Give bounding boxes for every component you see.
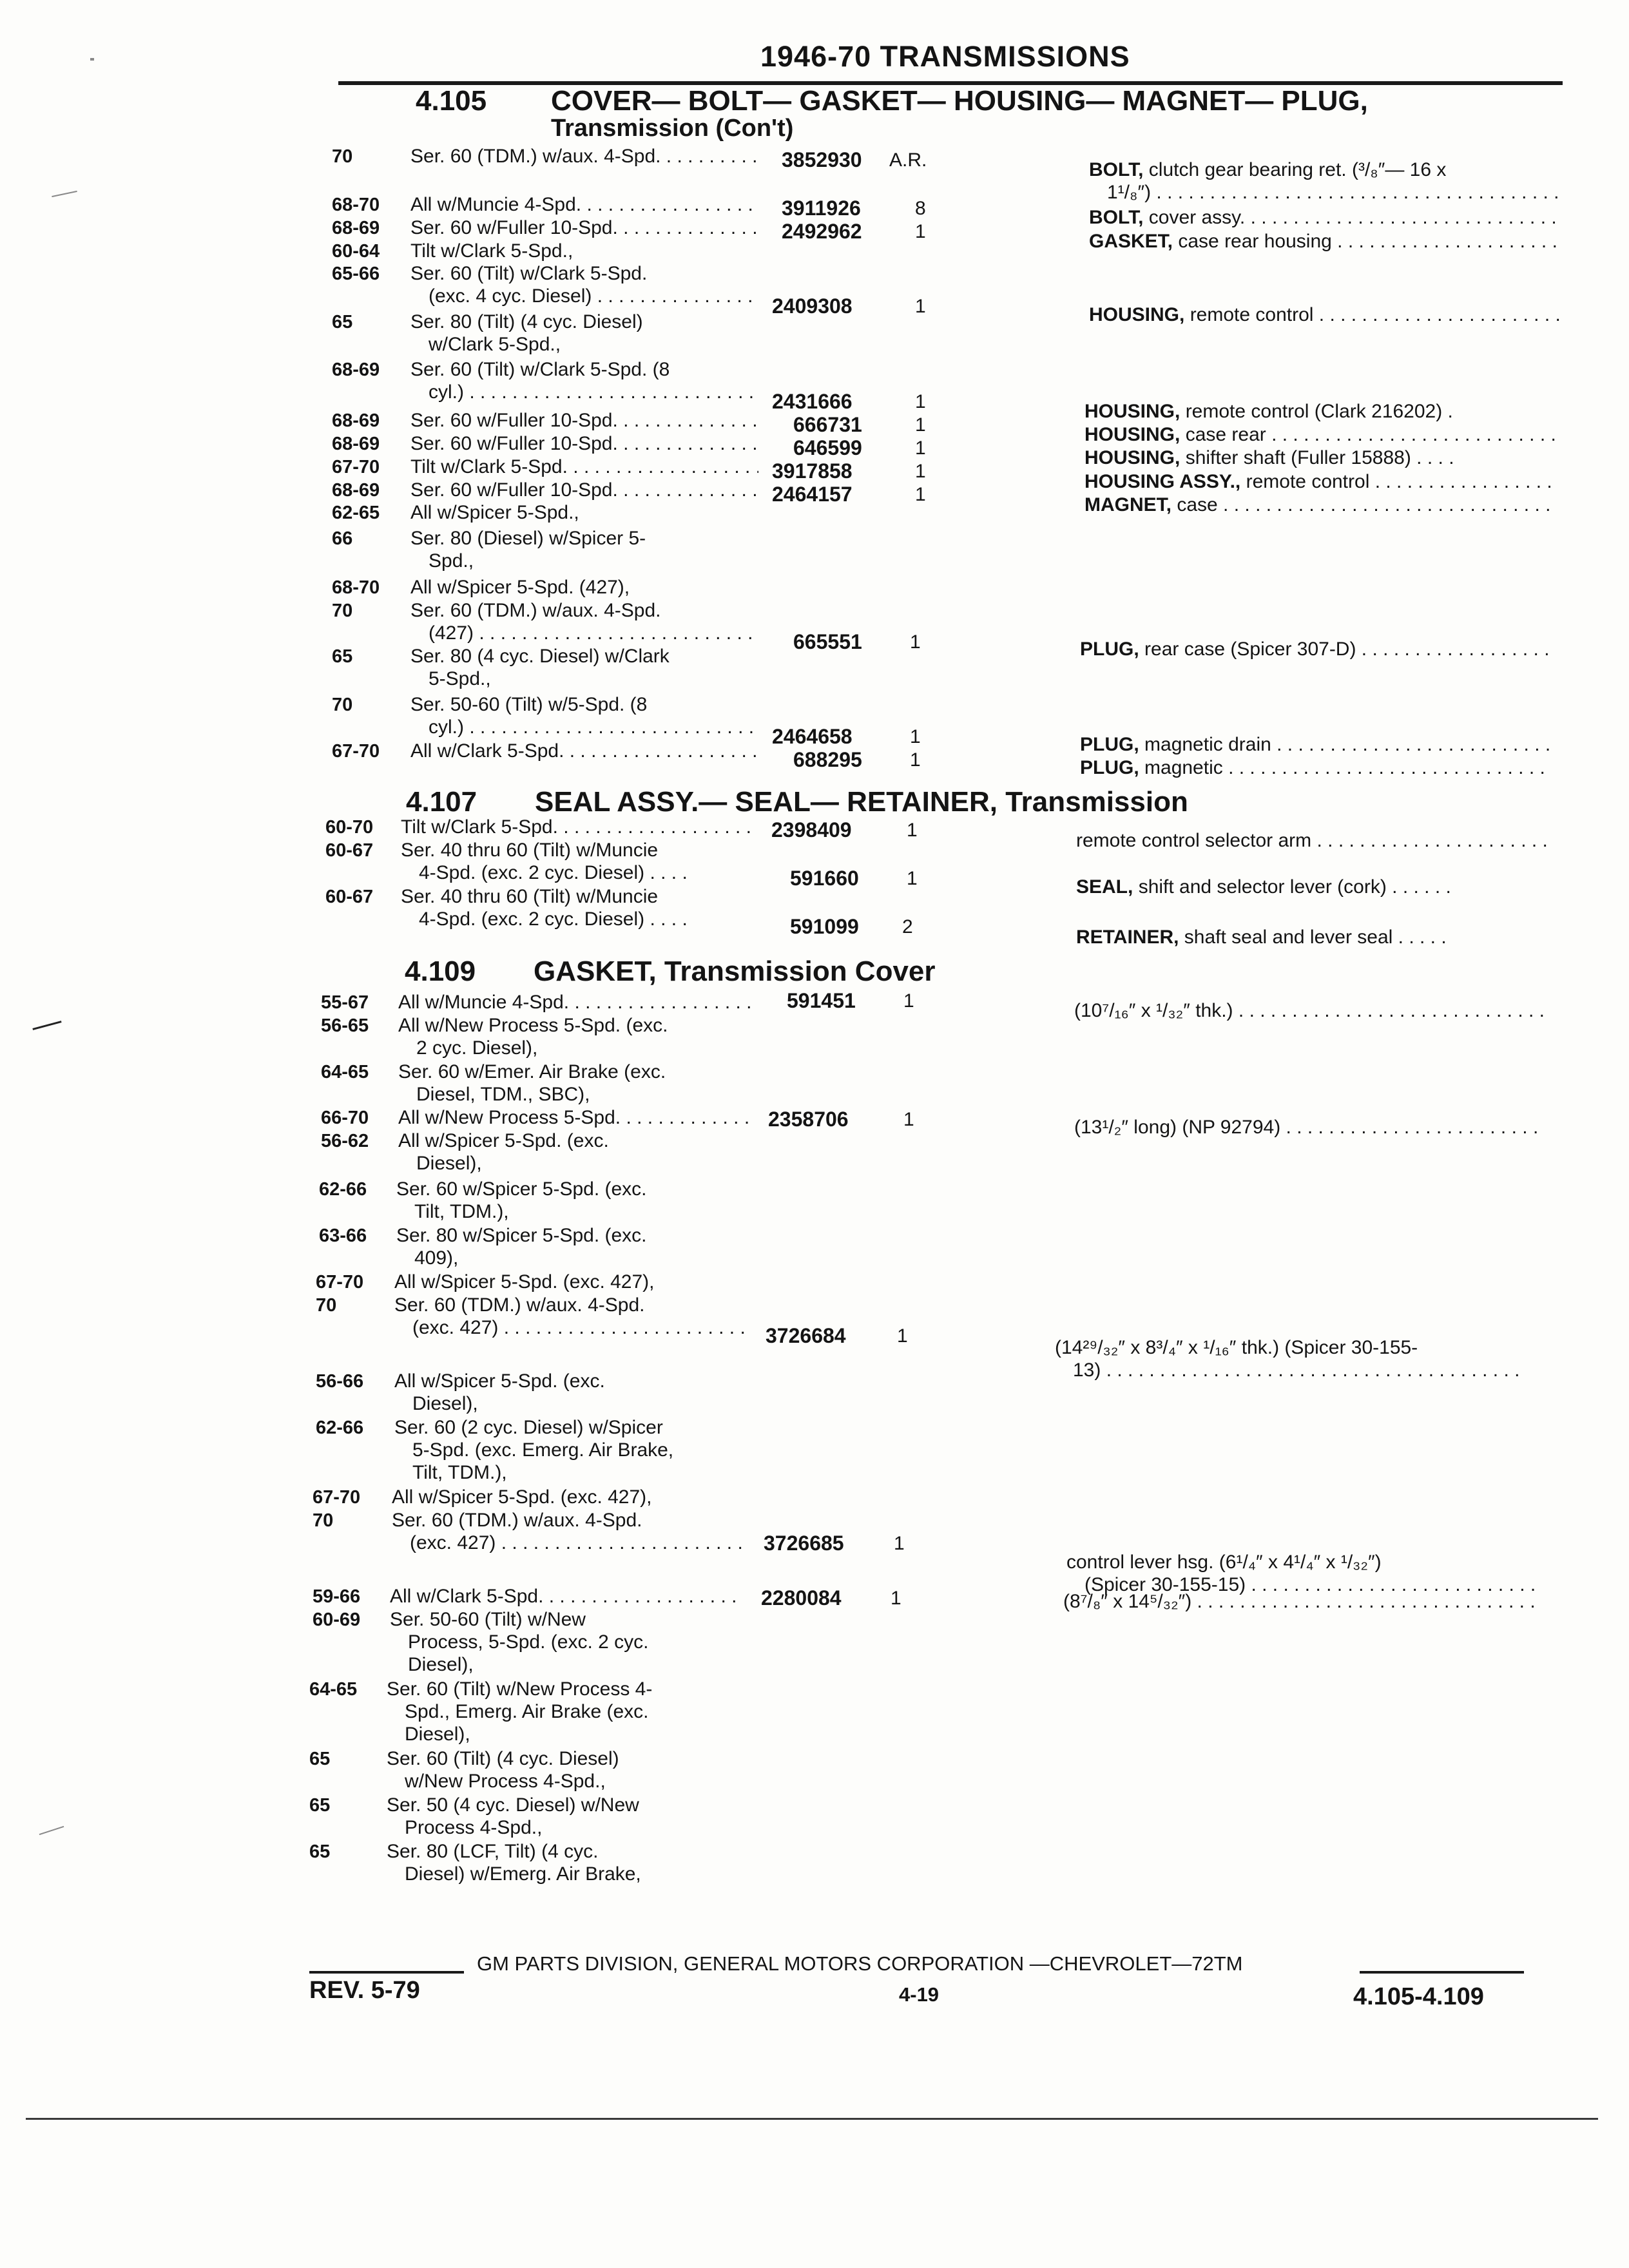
- application-line: Process, 5-Spd. (exc. 2 cyc.: [408, 1631, 649, 1653]
- quantity: 1: [910, 749, 921, 771]
- part-number: 2431666: [772, 390, 853, 413]
- quantity: 1: [907, 820, 918, 841]
- part-description: [1080, 733, 1550, 756]
- application-line: Diesel),: [412, 1393, 478, 1414]
- part-number: 2492962: [782, 220, 862, 243]
- application-line: Diesel),: [405, 1724, 470, 1745]
- part-name: HOUSING,: [1084, 401, 1186, 422]
- application-line: (exc. 427) . . .: [394, 1316, 747, 1339]
- part-number: 2464157: [772, 483, 853, 506]
- part-name: MAGNET,: [1084, 494, 1177, 515]
- model-year: 68-69: [332, 218, 380, 238]
- model-year: 68-69: [332, 434, 380, 454]
- application-line: Spd.,: [429, 550, 474, 572]
- model-year: 66: [332, 528, 353, 549]
- application-line: All w/Clark 5-Spd. . . .: [410, 740, 758, 762]
- application-line: (427) . . .: [410, 622, 758, 644]
- application-line: Ser. 60 w/Fuller 10-Spd. . . .: [410, 216, 758, 239]
- part-number: 688295: [793, 748, 862, 771]
- application-line: Ser. 80 (4 cyc. Diesel) w/Clark: [410, 646, 670, 667]
- application-line: Ser. 80 w/Spicer 5-Spd. (exc.: [396, 1225, 647, 1246]
- application-line: Ser. 60 w/Emer. Air Brake (exc.: [398, 1061, 666, 1082]
- footer-page-number: 4-19: [899, 1983, 940, 2006]
- application-line: cyl.) . . .: [410, 716, 758, 738]
- application-entry: [410, 216, 758, 239]
- section-number: 4.105: [416, 85, 487, 117]
- part-number: 666731: [793, 413, 862, 436]
- quantity: 2: [902, 916, 913, 937]
- application-entry: [410, 599, 758, 644]
- part-number: 2280084: [761, 1586, 842, 1610]
- application-line: 2 cyc. Diesel),: [416, 1037, 538, 1059]
- quantity: 1: [910, 631, 921, 653]
- application-line: Ser. 60 (Tilt) w/Clark 5-Spd. (8: [410, 359, 670, 380]
- application-line: Ser. 60 (Tilt) w/Clark 5-Spd.: [410, 263, 648, 284]
- application-line: All w/Muncie 4-Spd. . . .: [398, 991, 751, 1014]
- application-line: Tilt w/Clark 5-Spd.,: [410, 240, 574, 262]
- part-description: [1084, 423, 1555, 446]
- application-line: Ser. 60 w/Fuller 10-Spd. . . .: [410, 432, 758, 455]
- part-number: 646599: [793, 436, 862, 459]
- quantity: 1: [897, 1325, 908, 1347]
- section-4107-heading: [406, 786, 1188, 818]
- section-title: SEAL ASSY.— SEAL— RETAINER, Transmission: [535, 786, 1188, 818]
- application-line: Ser. 80 (Diesel) w/Spicer 5-: [410, 528, 646, 549]
- application-line: (exc. 4 cyc. Diesel) . . .: [410, 285, 758, 307]
- description-line: 1¹/₈″) . . .: [1089, 181, 1559, 204]
- part-number: 2398409: [771, 818, 852, 841]
- application-entry: [396, 1178, 749, 1223]
- quantity: 1: [915, 461, 926, 482]
- model-year: 60-69: [313, 1610, 361, 1630]
- part-name: HOUSING,: [1084, 424, 1186, 445]
- quantity: 1: [891, 1588, 901, 1609]
- part-name: BOLT,: [1089, 159, 1149, 180]
- model-year: 65: [332, 312, 353, 332]
- model-year: 56-62: [321, 1131, 369, 1151]
- application-line: Tilt w/Clark 5-Spd. . . .: [401, 816, 752, 838]
- page-header-title: 1946-70 TRANSMISSIONS: [760, 40, 1130, 73]
- model-year: 60-67: [325, 840, 374, 861]
- application-entry: [410, 740, 758, 762]
- application-entry: [410, 240, 758, 262]
- model-year: 65: [332, 646, 353, 667]
- quantity: A.R.: [889, 149, 927, 171]
- part-number: 2358706: [768, 1108, 849, 1131]
- application-entry: [410, 479, 758, 501]
- part-description: [1089, 159, 1559, 204]
- application-entry: [392, 1486, 745, 1508]
- part-description: [1074, 999, 1545, 1022]
- application-line: Ser. 40 thru 60 (Tilt) w/Muncie: [401, 840, 659, 861]
- quantity: 8: [915, 198, 926, 219]
- quantity: 1: [903, 1109, 914, 1130]
- application-line: All w/Spicer 5-Spd. (427),: [410, 577, 630, 598]
- part-number: 3917858: [772, 459, 853, 483]
- part-description: [1055, 1336, 1525, 1381]
- model-year: 67-70: [316, 1272, 364, 1293]
- description-line: (8⁷/₈″ x 14⁵/₃₂″) . . .: [1063, 1590, 1534, 1613]
- section-title: GASKET, Transmission Cover: [534, 956, 936, 987]
- model-year: 65-66: [332, 264, 380, 284]
- model-year: 68-70: [332, 195, 380, 215]
- application-line: (exc. 427) . . .: [392, 1532, 745, 1554]
- part-description: [1084, 470, 1555, 493]
- part-description: [1076, 876, 1547, 898]
- model-year: 70: [332, 146, 353, 167]
- part-name: GASKET,: [1089, 231, 1179, 252]
- part-description: [1080, 638, 1550, 660]
- quantity: 1: [915, 437, 926, 459]
- application-line: 4-Spd. (exc. 2 cyc. Diesel) . . . .: [419, 908, 688, 930]
- application-line: Ser. 80 (Tilt) (4 cyc. Diesel): [410, 311, 643, 332]
- application-entry: [410, 576, 758, 599]
- model-year: 70: [332, 695, 353, 715]
- application-line: Ser. 50-60 (Tilt) w/5-Spd. (8: [410, 694, 648, 715]
- application-entry: [410, 262, 758, 307]
- application-entry: [392, 1509, 745, 1554]
- application-line: 4-Spd. (exc. 2 cyc. Diesel) . . . .: [419, 862, 688, 883]
- quantity: 1: [915, 391, 926, 412]
- description-line: HOUSING, shifter shaft (Fuller 15888) . . . .: [1084, 447, 1454, 468]
- application-entry: [410, 456, 758, 478]
- part-description: [1074, 1116, 1545, 1139]
- part-name: HOUSING ASSY.,: [1084, 471, 1246, 492]
- model-year: 65: [309, 1795, 331, 1816]
- description-line: GASKET, case rear housing . . .: [1089, 230, 1559, 253]
- application-line: Ser. 60 w/Spicer 5-Spd. (exc.: [396, 1178, 647, 1200]
- application-entry: [387, 1794, 740, 1839]
- part-name: BOLT,: [1089, 207, 1149, 228]
- application-line: w/Clark 5-Spd.,: [429, 334, 561, 355]
- application-line: 5-Spd. (exc. Emerg. Air Brake,: [412, 1439, 674, 1461]
- model-year: 70: [313, 1510, 334, 1531]
- description-line: PLUG, magnetic . . .: [1080, 756, 1550, 779]
- model-year: 68-70: [332, 577, 380, 598]
- part-name: RETAINER,: [1076, 927, 1184, 948]
- footer-section-range: 4.105-4.109: [1353, 1983, 1484, 2010]
- quantity: 1: [907, 868, 918, 889]
- part-description: [1066, 1551, 1537, 1596]
- application-entry: [396, 1224, 749, 1269]
- part-name: SEAL,: [1076, 876, 1139, 898]
- model-year: 68-69: [332, 360, 380, 380]
- application-entry: [390, 1608, 743, 1676]
- application-entry: [410, 358, 758, 403]
- part-number: 3726685: [764, 1532, 844, 1555]
- part-number: 665551: [793, 630, 862, 653]
- application-line: Ser. 60 (TDM.) w/aux. 4-Spd.: [392, 1510, 642, 1531]
- application-entry: [410, 527, 758, 572]
- description-line: HOUSING, remote control (Clark 216202) .: [1084, 401, 1453, 422]
- application-entry: [394, 1294, 747, 1339]
- model-year: 62-66: [316, 1418, 364, 1438]
- scan-speck: [90, 58, 94, 61]
- description-line: HOUSING, remote control . . .: [1089, 303, 1559, 326]
- footer-rule-left: [309, 1971, 464, 1974]
- section-number: 4.109: [405, 956, 476, 987]
- part-description: [1084, 400, 1555, 423]
- description-line: (13¹/₂″ long) (NP 92794) . . .: [1074, 1116, 1545, 1139]
- description-line: SEAL, shift and selector lever (cork) . . . . . .: [1076, 876, 1451, 898]
- quantity: 1: [894, 1533, 905, 1554]
- model-year: 70: [332, 601, 353, 621]
- description-line: PLUG, magnetic drain . . .: [1080, 733, 1550, 756]
- application-line: w/New Process 4-Spd.,: [405, 1771, 606, 1792]
- application-line: 5-Spd.,: [429, 668, 491, 689]
- part-number: 3852930: [782, 148, 862, 171]
- quantity: 1: [915, 484, 926, 505]
- part-description: [1084, 447, 1555, 469]
- model-year: 60-70: [325, 817, 374, 838]
- application-entry: [398, 991, 751, 1014]
- description-line: HOUSING ASSY., remote control . . .: [1084, 470, 1555, 493]
- part-name: PLUG,: [1080, 639, 1145, 660]
- quantity: 1: [915, 414, 926, 436]
- model-year: 64-65: [309, 1679, 358, 1700]
- page-bottom-rule: [26, 2118, 1598, 2120]
- application-line: All w/Spicer 5-Spd. (exc.: [398, 1130, 609, 1151]
- application-entry: [390, 1585, 743, 1608]
- application-line: All w/Clark 5-Spd. . . .: [390, 1585, 743, 1608]
- part-description: [1089, 230, 1559, 253]
- description-line: MAGNET, case . . .: [1084, 494, 1555, 516]
- application-entry: [401, 885, 752, 930]
- description-line: HOUSING, case rear . . .: [1084, 423, 1555, 446]
- model-year: 62-66: [319, 1179, 367, 1200]
- application-line: Diesel, TDM., SBC),: [416, 1084, 590, 1105]
- description-line: BOLT, clutch gear bearing ret. (³/₈″— 16 x: [1089, 159, 1447, 180]
- application-entry: [398, 1014, 751, 1059]
- application-line: Diesel) w/Emerg. Air Brake,: [405, 1863, 641, 1885]
- part-name: PLUG,: [1080, 734, 1145, 755]
- part-number: 591660: [790, 867, 859, 890]
- model-year: 63-66: [319, 1225, 367, 1246]
- quantity: 1: [910, 726, 921, 747]
- section-4105-subtitle: Transmission (Con't): [551, 115, 794, 142]
- application-entry: [398, 1106, 751, 1129]
- model-year: 56-66: [316, 1371, 364, 1392]
- application-entry: [401, 839, 752, 884]
- application-line: Ser. 60 w/Fuller 10-Spd. . . .: [410, 409, 758, 432]
- quantity: 1: [903, 990, 914, 1012]
- description-line: (Spicer 30-155-15) . . .: [1066, 1573, 1537, 1596]
- application-line: Diesel),: [416, 1153, 482, 1174]
- application-line: Process 4-Spd.,: [405, 1817, 543, 1838]
- description-line: RETAINER, shaft seal and lever seal . . . . .: [1076, 927, 1447, 948]
- model-year: 67-70: [332, 457, 380, 477]
- application-line: Tilt, TDM.),: [412, 1462, 507, 1483]
- application-entry: [394, 1271, 747, 1293]
- model-year: 68-69: [332, 480, 380, 501]
- description-line: (14²⁹/₃₂″ x 8³/₄″ x ¹/₁₆″ thk.) (Spicer 30-155-: [1055, 1337, 1418, 1358]
- model-year: 60-64: [332, 241, 380, 262]
- application-line: Ser. 80 (LCF, Tilt) (4 cyc.: [387, 1841, 599, 1862]
- application-line: Ser. 60 w/Fuller 10-Spd. . . .: [410, 479, 758, 501]
- application-line: Ser. 40 thru 60 (Tilt) w/Muncie: [401, 886, 659, 907]
- application-entry: [410, 432, 758, 455]
- part-number: 2464658: [772, 725, 853, 748]
- application-line: Ser. 50 (4 cyc. Diesel) w/New: [387, 1794, 639, 1816]
- description-line: control lever hsg. (6¹/₄″ x 4¹/₄″ x ¹/₃₂″): [1066, 1552, 1382, 1573]
- application-line: Ser. 60 (Tilt) (4 cyc. Diesel): [387, 1748, 619, 1769]
- model-year: 65: [309, 1749, 331, 1769]
- application-entry: [394, 1370, 747, 1415]
- application-line: Ser. 60 (Tilt) w/New Process 4-: [387, 1678, 653, 1700]
- part-number: 3726684: [766, 1324, 846, 1347]
- model-year: 67-70: [313, 1487, 361, 1508]
- part-description: [1076, 926, 1547, 948]
- quantity: 1: [915, 296, 926, 317]
- application-line: Ser. 60 (2 cyc. Diesel) w/Spicer: [394, 1417, 663, 1438]
- application-line: Diesel),: [408, 1654, 474, 1675]
- model-year: 68-69: [332, 410, 380, 431]
- application-line: Tilt w/Clark 5-Spd. . . .: [410, 456, 758, 478]
- application-line: All w/New Process 5-Spd. . . . . . . .: [398, 1106, 751, 1129]
- model-year: 67-70: [332, 741, 380, 762]
- application-entry: [394, 1416, 747, 1484]
- application-entry: [410, 193, 758, 216]
- application-entry: [410, 693, 758, 738]
- application-entry: [387, 1747, 740, 1792]
- part-description: [1076, 829, 1547, 852]
- section-number: 4.107: [406, 786, 477, 818]
- application-entry: [410, 645, 758, 690]
- footer-rule-right: [1360, 1971, 1524, 1974]
- model-year: 66-70: [321, 1108, 369, 1128]
- scan-speck: [52, 191, 77, 197]
- application-line: All w/Spicer 5-Spd. (exc.: [394, 1370, 605, 1392]
- application-entry: [401, 816, 752, 838]
- description-line: 13) . . .: [1055, 1359, 1525, 1381]
- part-name: PLUG,: [1080, 757, 1145, 778]
- model-year: 70: [316, 1295, 337, 1316]
- part-name: HOUSING,: [1084, 447, 1186, 468]
- scan-speck: [32, 1021, 61, 1030]
- application-line: cyl.) . . .: [410, 381, 758, 403]
- application-line: Tilt, TDM.),: [414, 1201, 509, 1222]
- description-line: PLUG, rear case (Spicer 307-D) . . .: [1080, 638, 1550, 660]
- part-number: 591451: [787, 989, 856, 1012]
- model-year: 55-67: [321, 992, 369, 1013]
- footer-revision: REV. 5-79: [309, 1977, 420, 2004]
- part-number: 2409308: [772, 294, 853, 318]
- model-year: 62-65: [332, 503, 380, 523]
- part-name: HOUSING,: [1089, 304, 1190, 325]
- model-year: 56-65: [321, 1015, 369, 1036]
- application-line: All w/Spicer 5-Spd. (exc. 427),: [392, 1486, 652, 1508]
- part-description: [1080, 756, 1550, 779]
- application-entry: [410, 311, 758, 356]
- section-4105-heading: [416, 85, 1368, 117]
- model-year: 64-65: [321, 1062, 369, 1082]
- application-entry: [387, 1840, 740, 1885]
- application-line: 409),: [414, 1247, 459, 1269]
- application-line: Ser. 60 (TDM.) w/aux. 4-Spd. . . . . .: [410, 145, 758, 168]
- model-year: 59-66: [313, 1586, 361, 1607]
- description-line: BOLT, cover assy. . . .: [1089, 206, 1559, 229]
- application-entry: [398, 1129, 751, 1175]
- application-entry: [410, 145, 758, 168]
- model-year: 60-67: [325, 887, 374, 907]
- application-entry: [398, 1061, 751, 1106]
- scan-speck: [39, 1826, 64, 1835]
- part-number: 591099: [790, 915, 859, 938]
- application-line: All w/Muncie 4-Spd. . . .: [410, 193, 758, 216]
- application-line: All w/Spicer 5-Spd. (exc. 427),: [394, 1271, 655, 1293]
- footer-publisher-line: GM PARTS DIVISION, GENERAL MOTORS CORPORATION —CHEVROLET—72TM: [477, 1952, 1243, 1975]
- application-line: All w/New Process 5-Spd. (exc.: [398, 1015, 668, 1036]
- application-line: Ser. 60 (TDM.) w/aux. 4-Spd.: [410, 600, 661, 621]
- part-description: [1063, 1590, 1534, 1613]
- quantity: 1: [915, 221, 926, 242]
- application-entry: [410, 409, 758, 432]
- part-number: 3911926: [782, 197, 861, 220]
- model-year: 65: [309, 1841, 331, 1862]
- part-description: [1089, 206, 1559, 229]
- part-description: [1084, 494, 1555, 516]
- description-line: remote control selector arm . . .: [1076, 829, 1547, 852]
- part-description: [1089, 303, 1559, 326]
- application-line: Ser. 60 (TDM.) w/aux. 4-Spd.: [394, 1294, 645, 1316]
- application-line: Ser. 50-60 (Tilt) w/New: [390, 1609, 586, 1630]
- description-line: (10⁷/₁₆″ x ¹/₃₂″ thk.) . . .: [1074, 999, 1545, 1022]
- application-entry: [387, 1678, 740, 1745]
- application-line: Spd., Emerg. Air Brake (exc.: [405, 1701, 649, 1722]
- application-entry: [410, 501, 758, 524]
- section-title: COVER— BOLT— GASKET— HOUSING— MAGNET— PLUG,: [551, 85, 1368, 117]
- application-line: All w/Spicer 5-Spd.,: [410, 502, 579, 523]
- section-4109-heading: [405, 956, 936, 988]
